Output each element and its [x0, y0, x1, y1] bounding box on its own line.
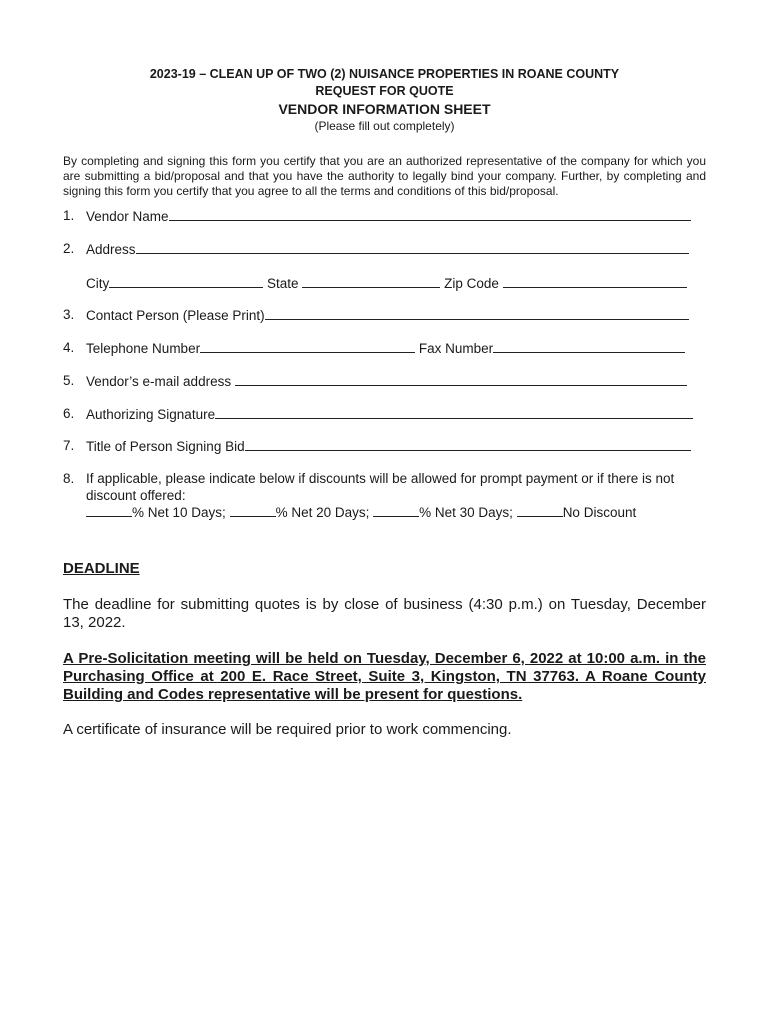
discount-question: If applicable, please indicate below if discounts will be allowed for prompt payment or if there is not discount offered:	[86, 471, 675, 503]
insurance-notice: A certificate of insurance will be required prior to work commencing.	[63, 721, 512, 738]
no-discount-field[interactable]	[517, 503, 563, 517]
state-label: State	[267, 276, 299, 291]
contact-person-label: Contact Person (Please Print)	[86, 308, 265, 323]
telephone-label: Telephone Number	[86, 341, 201, 356]
signature-field[interactable]	[215, 405, 693, 419]
request-for-quote-label: REQUEST FOR QUOTE	[315, 84, 454, 98]
item-number: 3.	[63, 307, 75, 322]
fax-field[interactable]	[493, 339, 685, 353]
telephone-field[interactable]	[200, 339, 415, 353]
contact-person-field[interactable]	[265, 306, 689, 320]
city-label: City	[86, 276, 110, 291]
item-number: 1.	[63, 208, 75, 223]
rfq-title: 2023-19 – CLEAN UP OF TWO (2) NUISANCE PROPERTIES IN ROANE COUNTY	[149, 67, 620, 81]
state-field[interactable]	[302, 274, 440, 288]
pre-solicitation-notice: A Pre-Solicitation meeting will be held on Tuesday, December 6, 2022 at 10:00 a.m. in the Purchasing Office at 200 E. Race Street, Suite 3, Kingston, TN 37763. A Roane County Building and Codes representative will be present for questions.	[63, 650, 706, 703]
city-field[interactable]	[109, 274, 263, 288]
net30-label: % Net 30 Days;	[419, 505, 513, 520]
email-field[interactable]	[235, 372, 687, 386]
email-label: Vendor’s e-mail address	[86, 374, 232, 389]
vendor-name-field[interactable]	[169, 207, 691, 221]
discount-row	[63, 470, 697, 526]
deadline-heading: DEADLINE	[63, 560, 140, 577]
zip-field[interactable]	[503, 274, 687, 288]
net10-field[interactable]	[86, 503, 132, 517]
fill-instruction: (Please fill out completely)	[314, 119, 455, 133]
zip-label: Zip Code	[444, 276, 499, 291]
vendor-name-label: Vendor Name	[86, 209, 169, 224]
signature-label: Authorizing Signature	[86, 407, 216, 422]
net20-label: % Net 20 Days;	[275, 505, 370, 520]
address-field[interactable]	[136, 240, 689, 254]
item-number: 4.	[63, 340, 75, 355]
item-number: 6.	[63, 406, 75, 421]
sheet-title: VENDOR INFORMATION SHEET	[278, 101, 491, 117]
deadline-text: The deadline for submitting quotes is by close of business (4:30 p.m.) on Tuesday, December 13, 2022.	[63, 596, 706, 631]
item-number: 2.	[63, 241, 75, 256]
address-label: Address	[86, 242, 136, 257]
vendor-information-sheet	[63, 66, 706, 738]
signer-title-label: Title of Person Signing Bid	[86, 439, 245, 454]
signer-title-field[interactable]	[245, 437, 691, 451]
net20-field[interactable]	[230, 503, 276, 517]
fax-label: Fax Number	[418, 341, 494, 356]
certification-paragraph: By completing and signing this form you certify that you are an authorized representative of the company for which you are submitting a bid/proposal and that you have the authority to legally bind your company. Further, by completing and signing this form you certify that you agree to all the terms and conditions of this bid/proposal.	[63, 154, 706, 198]
net30-field[interactable]	[373, 503, 419, 517]
no-discount-label: No Discount	[562, 505, 637, 520]
item-number: 8.	[63, 471, 75, 486]
item-number: 5.	[63, 373, 75, 388]
item-number: 7.	[63, 438, 75, 453]
net10-label: % Net 10 Days;	[132, 505, 226, 520]
